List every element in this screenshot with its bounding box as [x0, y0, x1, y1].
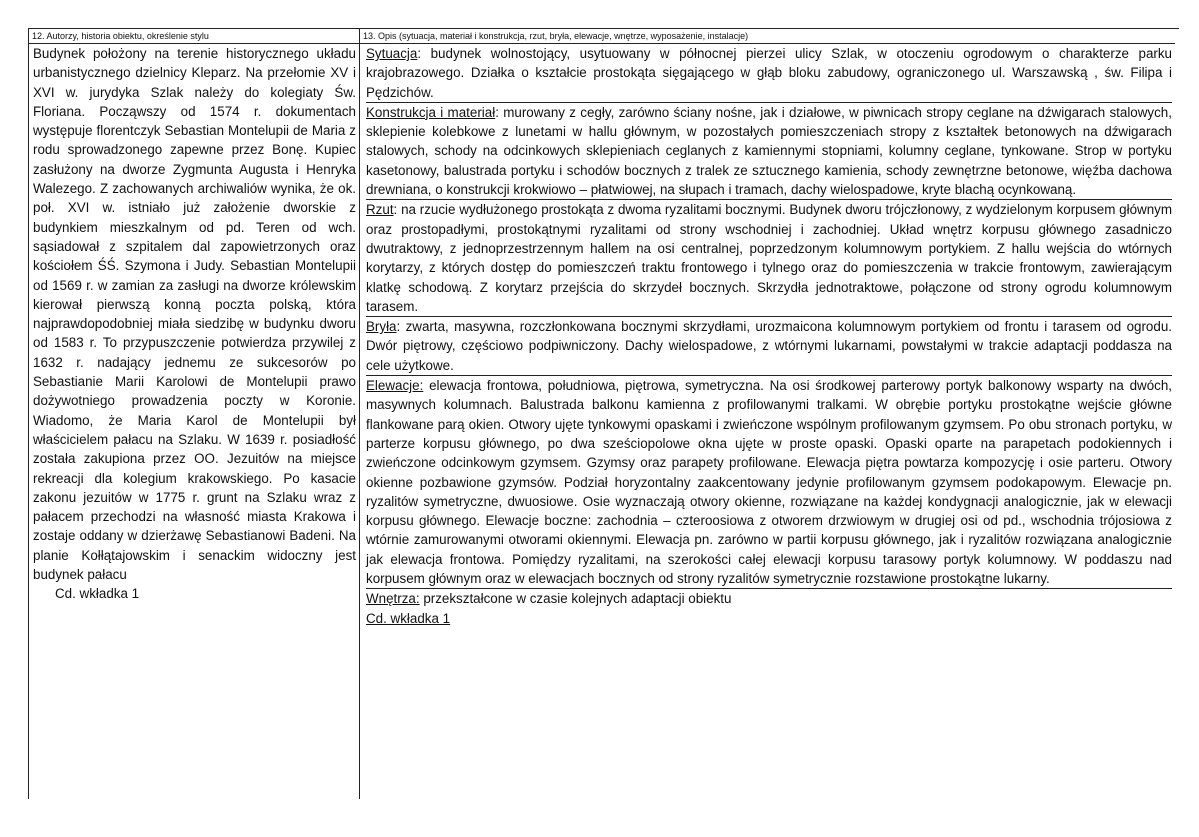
section-rzut: [366, 200, 1172, 317]
section-text: na rzucie wydłużonego prostokąta z dwoma ryzalitami bocznymi. Budynek dworu trójczłonowy, z wydzielonym korpusem głównym oraz prostopadłymi, prostokątnymi ryzalitami od strony wschodniej i zachodniej. Układ wnętrz korpusu głównego zasadniczo dwutraktowy, z jednoprzestrzennym hallem na osi centralnej, poprzedzonym kolumnowym portykiem. Z hallu wejścia do wtórnych korytarzy, z których dostęp do pomieszczeń traktu frontowego i tylnego oraz do pomieszczenia w trakcie frontowym, zawierającym klatkę schodową. Z korytarz przejścia do skrzydeł bocznych. Skrzydła jednotraktowe, połączone od strony ogrodu kolumnowym tarasem.: [366, 202, 1172, 314]
section-label: Wnętrza:: [366, 591, 420, 607]
description-continuation: Cd. wkładka 1: [366, 610, 451, 626]
section-label: Elewacje:: [366, 378, 424, 394]
section-text: budynek wolnostojący, usytuowany w północnej pierzei ulicy Szlak, w otoczeniu ogrodowym o charakterze parku krajobrazowego. Działka o kształcie prostokąta sięgającego w głąb bloku zabudowy, ograniczonego ul. Warszawską , św. Filipa i Pędzichów.: [366, 46, 1172, 100]
section-bryla: [366, 317, 1172, 376]
history-text: Budynek położony na terenie historycznego układu urbanistycznego dzielnicy Kleparz. Na przełomie XV i XVI w. jurydyka Szlak należy do kolegiaty Św. Floriana. Począwszy od 1574 r. dokumentach występuje florentczyk Sebastian Montelupii de Maria z rodu sprowadzonego zapewne przez Bonę. Kupiec zasłużony na dworze Zygmunta Augusta i Henryka Walezego. Z zachowanych archiwaliów wynika, że ok. poł. XVI w. istniało już założenie dworskie z budynkiem mieszkalnym od pd. Teren od wch. sąsiadował z szpitalem dal zapowietrzonych oraz kościołem ŚŚ. Szymona i Judy. Sebastian Montelupii od 1569 r. w zamian za zasługi na dworze królewskim kierował pierwszą konną poczta polską, która najprawdopodobniej miała siedzibę w budynku dworu od 1583 r. To przypuszczenie potwierdza przywilej z 1632 r. nadający jednemu ze sukcesorów po Sebastianie Marii Karolowi de Montelupii prawo dożywotniego prowadzenia poczty w Koronie. Wiadomo, że Maria Karol de Montelupii był właścicielem pałacu na Szlaku. W 1639 r. posiadłość została zakupiona przez OO. Jezuitów na miejsce rekreacji dla kolegium krakowskiego. Po kasacie zakonu jezuitów w 1775 r. grunt na Szlaku wraz z pałacem przechodzi na własność miasta Krakowa i zostaje oddany w dzierżawę Sebastianowi Badeni. Na planie Kołłątajowskim i senackim widoczny jest budynek pałacu: [33, 46, 356, 583]
section-text: przekształcone w czasie kolejnych adaptacji obiektu: [423, 591, 732, 607]
history-continuation: Cd. wkładka 1: [55, 586, 140, 602]
history-header: 12. Autorzy, historia obiektu, określenie stylu: [29, 29, 359, 44]
description-text-block: [360, 44, 1175, 628]
section-elewacje: [366, 376, 1172, 589]
section-text: elewacja frontowa, południowa, piętrowa, symetryczna. Na osi środkowej parterowy portyk balkonowy wsparty na dwóch, masywnych kolumnach. Balustrada balkonu kamienna z profilowanymi tralkami. W obrębie portyku prostokątne wejście główne flankowane parą okien. Otwory ujęte tynkowymi opaskami i zwieńczone wspólnym profilowanym gzymsem. Po obu stronach portyku, w parterze korpusu głównego, po dwa sześciopolowe okna ujęte w proste opaski. Opaski oparte na parapetach podokiennych i zwieńczone odcinkowym gzymsem. Gzymsy oraz parapety profilowane. Elewacja piętra powtarza kompozycję i osie parteru. Otwory okienne pozbawione gzymsów. Podział horyzontalny zaakcentowany jedynie profilowanym gzymsem podokapowym. Elewacje pn. ryzalitów symetryczne, dwuosiowe. Osie wyznaczają otwory okienne, rozwiązane na każdej kondygnacji analogicznie, jak w elewacji korpusu głównego. Elewacje boczne: zachodnia – czteroosiowa z otworem drzwiowym w drugiej osi od pd., wschodnia trójosiowa z wtórnie zamurowanymi otworami okiennymi. Elewacja pn. zarówno w partii korpusu głównego, jak i ryzalitów rozwiązana analogicznie jak elewacja frontowa. Pomiędzy ryzalitami, na szerokości całej elewacji korpusu tarasowy portyk kolumnowy. W poddaszu nad korpusem głównym oraz w elewacjach bocznych od strony ryzalitów symetrycznie rozstawione prostokątne lukarny.: [366, 378, 1172, 587]
history-column: [29, 29, 360, 799]
section-wnetrza: [366, 589, 1172, 608]
section-label: Rzut: [366, 202, 394, 218]
description-column: [360, 29, 1175, 799]
section-text: zwarta, masywna, rozczłonkowana bocznymi skrzydłami, urozmaicona kolumnowym portykiem od frontu i tarasem od ogrodu. Dwór piętrowy, częściowo podpiwniczony. Dachy wielospadowe, z wtórnymi lukarnami, powstałymi w trakcie adaptacji poddasza na cele użytkowe.: [366, 319, 1172, 373]
section-sytuacja: [366, 44, 1172, 103]
section-separator: :: [495, 104, 504, 120]
section-separator: :: [396, 319, 406, 335]
description-header: 13. Opis (sytuacja, materiał i konstrukcja, rzut, bryła, elewacje, wnętrze, wyposażenie, instalacje): [360, 29, 1175, 44]
description-continuation-line: [366, 609, 1172, 628]
section-label: Konstrukcja i materiał: [366, 104, 496, 120]
section-konstrukcja: [366, 103, 1172, 200]
history-text-block: [29, 44, 359, 584]
section-separator: :: [393, 202, 402, 218]
section-label: Bryła: [366, 319, 397, 335]
form-sheet: [28, 28, 1179, 799]
section-label: Sytuacja: [366, 46, 418, 61]
section-text: murowany z cegły, zarówno ściany nośne, jak i działowe, w piwnicach stropy ceglane na dźwigarach stalowych, sklepienie kolebkowe z lunetami w hallu głównym, w pozostałych pomieszczeniach stropy z kształtek betonowych na dźwigarach stalowych, schody na odcinkowych sklepieniach ceglanych z kamiennymi stopniami, kolumny ceglane, tynkowane. Strop w portyku kasetonowy, balustrada portyku i schodów bocznych z tralek ze sztucznego kamienia, schody zewnętrzne betonowe, więźba dachowa drewniana, o konstrukcji krokwiowo – płatwiowej, na słupach i tramach, dachy wielospadowe, kryte blachą ocynkowaną.: [366, 104, 1172, 198]
section-separator: :: [417, 46, 431, 61]
